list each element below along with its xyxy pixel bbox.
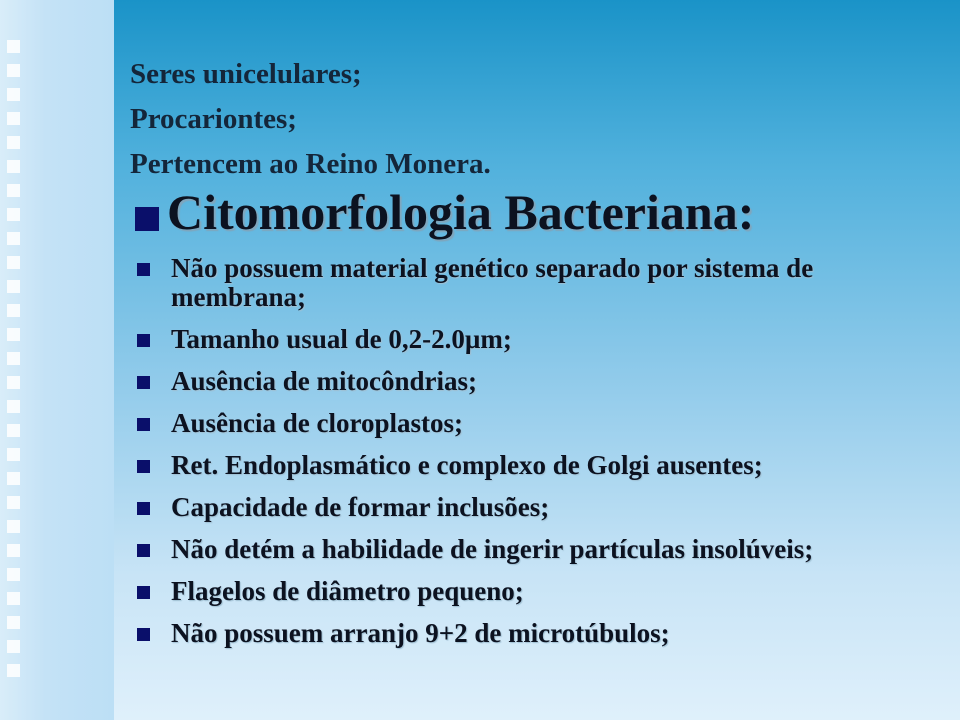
decorative-square (7, 280, 20, 293)
bullet-list (135, 254, 935, 661)
list-item (135, 577, 935, 606)
square-bullet-icon (137, 628, 150, 641)
decorative-square (7, 616, 20, 629)
list-item-text: Não possuem material genético separado por sistema de membrana; (171, 253, 814, 312)
decorative-square (7, 88, 20, 101)
square-bullet-icon (137, 544, 150, 557)
decorative-square (7, 256, 20, 269)
intro-text (130, 52, 491, 187)
square-bullet-icon (135, 207, 159, 231)
square-bullet-icon (137, 418, 150, 431)
square-bullet-icon (137, 502, 150, 515)
intro-line: Pertencem ao Reino Monera. (130, 148, 491, 180)
list-item-text: Não detém a habilidade de ingerir partículas insolúveis; (171, 534, 814, 564)
decorative-square (7, 448, 20, 461)
list-item (135, 409, 935, 438)
square-bullet-icon (137, 263, 150, 276)
square-bullet-icon (137, 376, 150, 389)
list-item (135, 451, 935, 480)
decorative-square (7, 544, 20, 557)
square-bullet-icon (137, 460, 150, 473)
decorative-square (7, 640, 20, 653)
square-bullet-icon (137, 586, 150, 599)
list-item-text: Tamanho usual de 0,2-2.0µm; (171, 324, 512, 354)
list-item (135, 367, 935, 396)
decorative-square (7, 520, 20, 533)
decorative-square (7, 184, 20, 197)
decorative-square (7, 160, 20, 173)
decorative-square (7, 424, 20, 437)
intro-line: Procariontes; (130, 103, 297, 135)
decorative-square (7, 208, 20, 221)
decorative-square (7, 664, 20, 677)
decorative-square (7, 400, 20, 413)
list-item (135, 535, 935, 564)
list-item-text: Não possuem arranjo 9+2 de microtúbulos; (171, 618, 670, 648)
decorative-square (7, 352, 20, 365)
list-item-text: Ausência de mitocôndrias; (171, 366, 477, 396)
list-item (135, 325, 935, 354)
decorative-square (7, 568, 20, 581)
square-bullet-icon (137, 334, 150, 347)
list-item-text: Flagelos de diâmetro pequeno; (171, 576, 524, 606)
decorative-square (7, 40, 20, 53)
decorative-side-strip (0, 0, 114, 720)
decorative-square (7, 304, 20, 317)
decorative-square (7, 136, 20, 149)
decorative-square (7, 64, 20, 77)
decorative-square (7, 592, 20, 605)
list-item-text: Capacidade de formar inclusões; (171, 492, 550, 522)
list-item-text: Ret. Endoplasmático e complexo de Golgi ausentes; (171, 450, 763, 480)
decorative-square (7, 112, 20, 125)
decorative-square (7, 496, 20, 509)
decorative-square (7, 328, 20, 341)
heading-text: Citomorfologia Bacteriana: (167, 184, 755, 240)
square-pattern-icon (7, 40, 27, 720)
intro-line: Seres unicelulares; (130, 58, 362, 90)
decorative-square (7, 472, 20, 485)
list-item (135, 619, 935, 648)
decorative-square (7, 376, 20, 389)
list-item-text: Ausência de cloroplastos; (171, 408, 464, 438)
list-item (135, 254, 935, 312)
list-item (135, 493, 935, 522)
decorative-square (7, 232, 20, 245)
slide-heading (135, 183, 754, 241)
